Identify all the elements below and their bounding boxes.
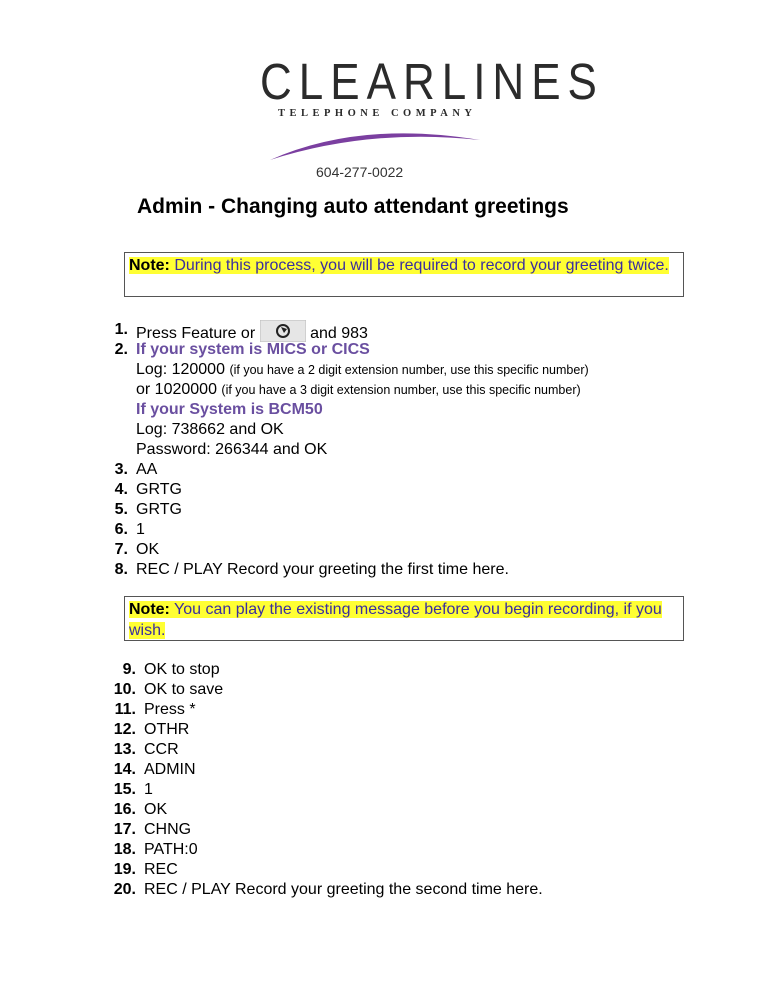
step-number: 15. <box>113 781 136 798</box>
step-text: CCR <box>144 741 179 758</box>
step-number: 19. <box>113 861 136 878</box>
step-number: 18. <box>113 841 136 858</box>
step-number: 16. <box>113 801 136 818</box>
step-text: REC <box>144 861 178 878</box>
feature-key-icon <box>260 320 306 340</box>
step-number: 5. <box>114 501 128 518</box>
logo-phone: 604-277-0022 <box>316 164 404 180</box>
step-2-log-2-note: (if you have a 3 digit extension number, use this specific number) <box>221 383 581 397</box>
step-number: 9. <box>122 661 136 678</box>
step-text: 1 <box>144 781 153 798</box>
note-2-highlight <box>129 601 662 639</box>
step-text: 1 <box>136 521 145 538</box>
note-2-text: You can play the existing message before you begin recording, if you wish. <box>129 601 662 639</box>
step-number: 14. <box>113 761 136 778</box>
step-1-text-b: and 983 <box>310 325 368 342</box>
step-2-log-line-3: Log: 738662 and OK <box>136 421 284 438</box>
logo-brand: CLEARLINES <box>260 54 604 111</box>
step-number: 13. <box>113 741 136 758</box>
step-2-heading-bcm50: If your System is BCM50 <box>136 401 323 418</box>
step-text: Press * <box>144 701 196 718</box>
step-number: 20. <box>113 881 136 898</box>
step-number: 8. <box>114 561 128 578</box>
step-text: REC / PLAY Record your greeting the second time here. <box>144 881 543 898</box>
step-text: GRTG <box>136 481 182 498</box>
step-number: 12. <box>113 721 136 738</box>
step-number: 6. <box>114 521 128 538</box>
step-number: 3. <box>114 461 128 478</box>
step-number: 2. <box>114 341 128 358</box>
step-2-log-2-main: or 1020000 <box>136 381 217 398</box>
note-box-2 <box>124 596 684 641</box>
step-2-log-1-main: Log: 120000 <box>136 361 225 378</box>
step-number: 7. <box>114 541 128 558</box>
step-text: PATH:0 <box>144 841 198 858</box>
note-box-1 <box>124 252 684 297</box>
step-1-text-a: Press Feature or <box>136 325 256 342</box>
note-1-label: Note: <box>129 257 170 274</box>
step-2-password-line: Password: 266344 and OK <box>136 441 328 458</box>
logo-swoosh-icon <box>240 120 540 170</box>
step-2-log-1-note: (if you have a 2 digit extension number, use this specific number) <box>229 363 589 377</box>
step-2-log-line-1 <box>136 360 589 380</box>
step-text: GRTG <box>136 501 182 518</box>
step-number: 10. <box>113 681 136 698</box>
page-title: Admin - Changing auto attendant greetings <box>137 195 569 218</box>
step-text: OTHR <box>144 721 190 738</box>
step-text: OK to stop <box>144 661 220 678</box>
step-text: OK <box>136 541 160 558</box>
step-2-heading-mics: If your system is MICS or CICS <box>136 341 370 358</box>
step-text: OK to save <box>144 681 224 698</box>
step-text: REC / PLAY Record your greeting the first time here. <box>136 561 509 578</box>
step-text: AA <box>136 461 158 478</box>
step-number: 17. <box>113 821 136 838</box>
step-text: CHNG <box>144 821 192 838</box>
step-text: ADMIN <box>144 761 196 778</box>
step-number: 4. <box>114 481 128 498</box>
step-number: 1. <box>114 321 128 338</box>
step-2-log-line-2 <box>136 380 581 400</box>
company-logo <box>240 40 604 190</box>
step-text: OK <box>144 801 168 818</box>
note-1-text: During this process, you will be required to record your greeting twice. <box>174 257 669 274</box>
note-1-highlight <box>129 257 669 274</box>
step-number: 11. <box>114 701 136 718</box>
logo-tagline: TELEPHONE COMPANY <box>278 108 477 119</box>
note-2-label: Note: <box>129 601 170 618</box>
